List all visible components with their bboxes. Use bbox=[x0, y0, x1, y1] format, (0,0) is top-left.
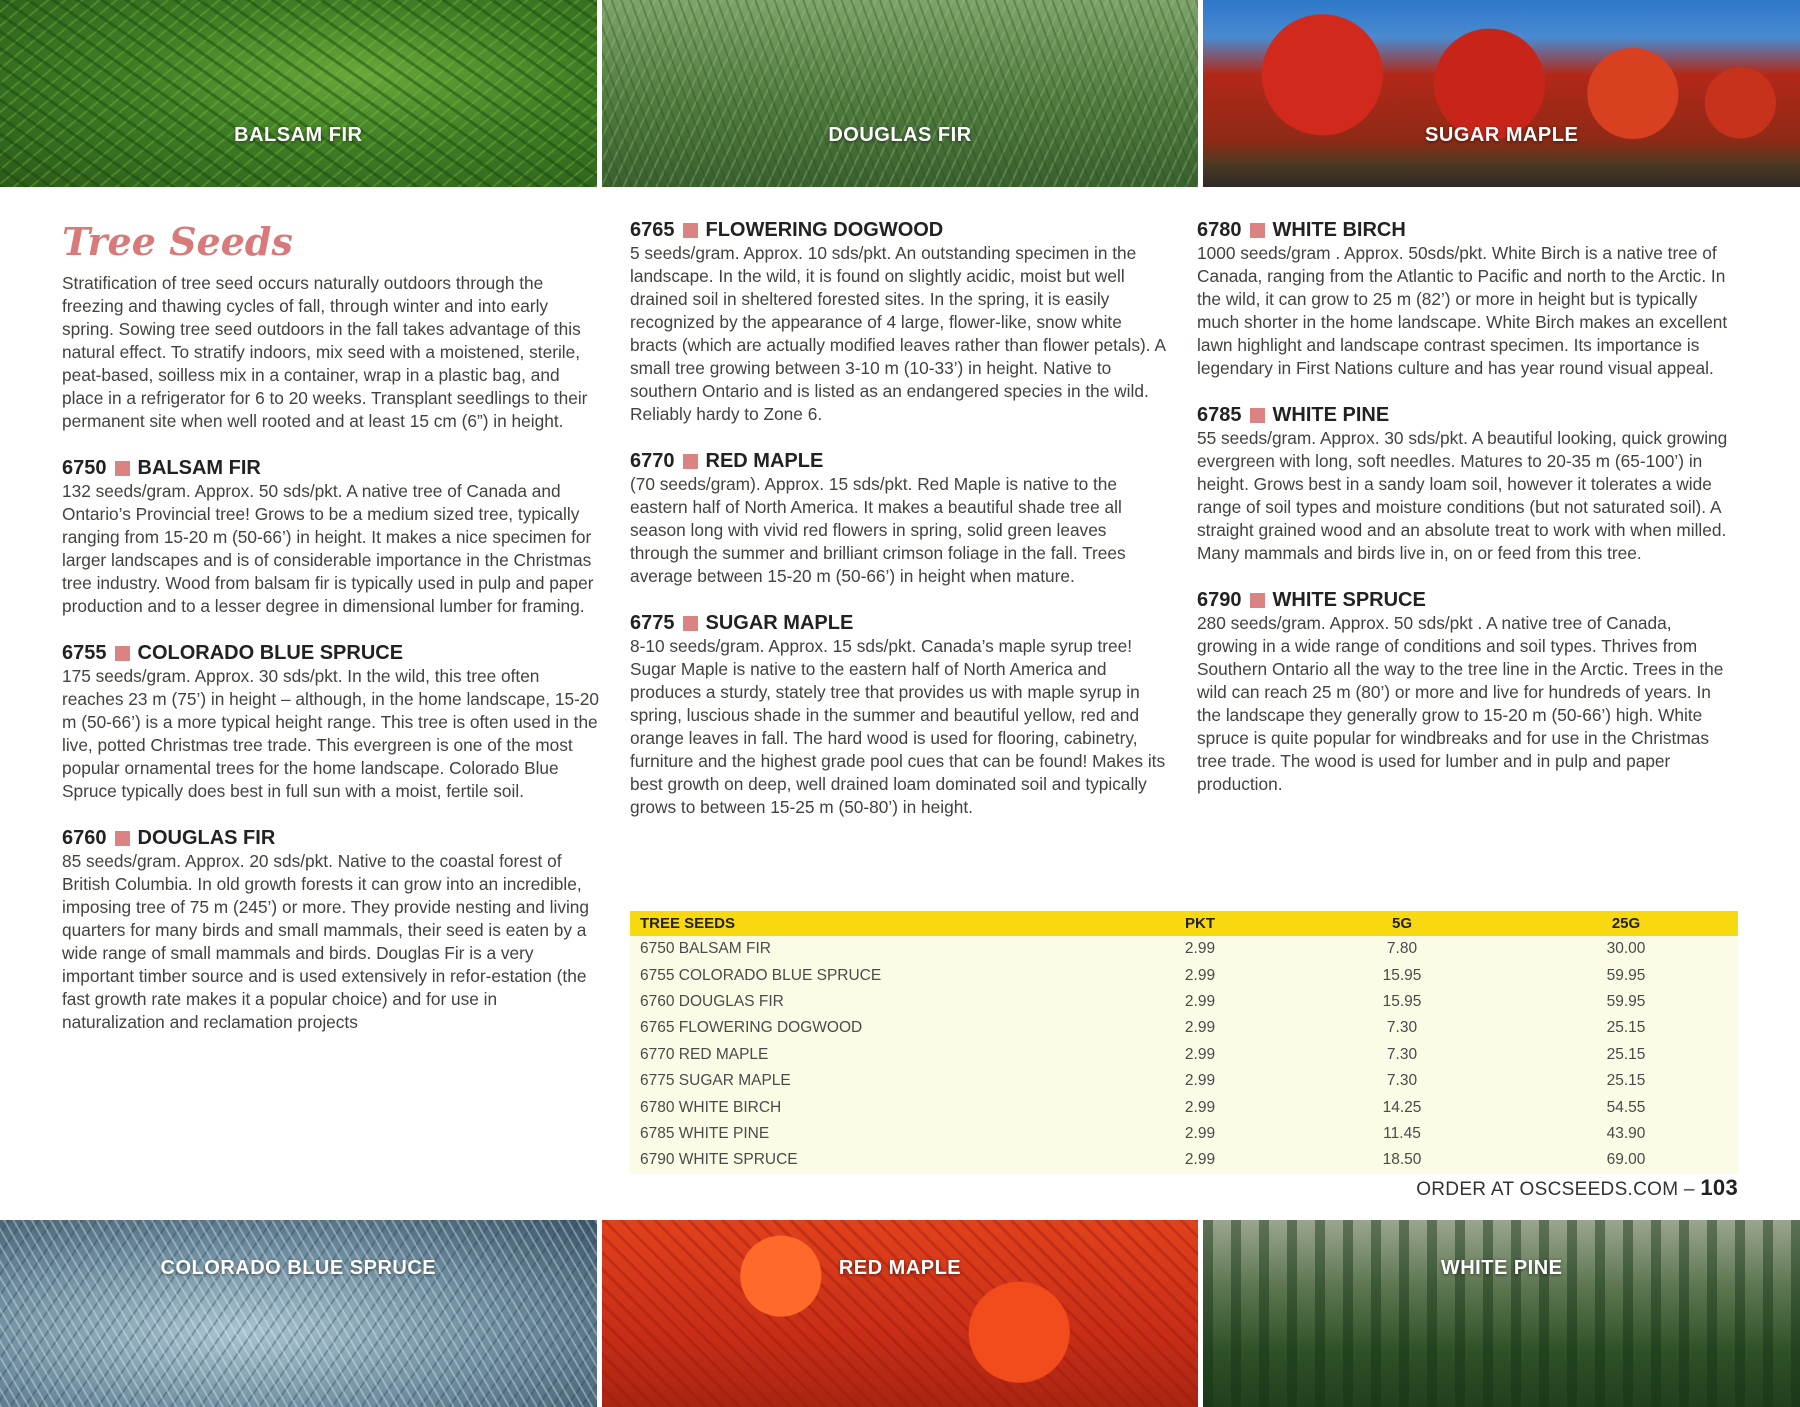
table-cell: 7.30 bbox=[1386, 1072, 1418, 1090]
table-cell: 25.15 bbox=[1606, 1045, 1646, 1063]
entry-heading bbox=[1197, 403, 1735, 427]
entry-description: 280 seeds/gram. Approx. 50 sds/pkt . A native tree of Canada, growing in a wide range of conditions and soil types. Thrives from Southern Ontario all the way to the tree line in the Arctic. Trees in the wild can reach 25 m (80’) or more and live for hundreds of years. In the landscape they generally grow to 15-20 m (50-66’) high. White spruce is quite popular for windbreaks and for use in the Christmas tree trade. The wood is used for lumber and in pulp and paper production. bbox=[1197, 613, 1724, 794]
table-row bbox=[630, 962, 1738, 988]
photo-label: DOUGLAS FIR bbox=[828, 124, 972, 146]
table-cell: 6750 BALSAM FIR bbox=[640, 940, 771, 958]
square-bullet-icon bbox=[1250, 593, 1265, 608]
entry-code: 6770 bbox=[630, 450, 675, 472]
entry-description: (70 seeds/gram). Approx. 15 sds/pkt. Red Maple is native to the eastern half of North America. It makes a beautiful shade tree all season long with vivid red flowers in spring, solid green leaves through the summer and brilliant crimson foliage in the fall. Trees average between 15-20 m (50-66’) in height when mature. bbox=[630, 474, 1126, 586]
seed-entry bbox=[630, 218, 1168, 426]
photo-label: BALSAM FIR bbox=[234, 124, 363, 146]
table-cell: 2.99 bbox=[1184, 940, 1216, 958]
square-bullet-icon bbox=[115, 831, 130, 846]
column-header: TREE SEEDS bbox=[630, 911, 1110, 936]
table-cell: 6790 WHITE SPRUCE bbox=[640, 1151, 798, 1169]
entry-code: 6755 bbox=[62, 642, 107, 664]
seed-entry bbox=[1197, 218, 1735, 380]
entry-code: 6775 bbox=[630, 612, 675, 634]
table-cell: 15.95 bbox=[1382, 992, 1422, 1010]
entry-name: WHITE SPRUCE bbox=[1272, 589, 1426, 611]
seed-entry bbox=[62, 641, 600, 803]
square-bullet-icon bbox=[115, 461, 130, 476]
photo-label: RED MAPLE bbox=[838, 1257, 962, 1279]
entry-code: 6790 bbox=[1197, 589, 1242, 611]
table-cell: 14.25 bbox=[1382, 1098, 1422, 1116]
entry-name: DOUGLAS FIR bbox=[137, 827, 276, 849]
entry-description: 8-10 seeds/gram. Approx. 15 sds/pkt. Canada’s maple syrup tree! Sugar Maple is native to the eastern half of North America and produces a sturdy, stately tree that provides us with maple syrup in spring, luscious shade in the summer and beautiful yellow, red and orange leaves in fall. The hard wood is used for flooring, cabinetry, furniture and the highest grade pool cues that can be found! Makes its best growth on deep, well drained loam dominated soil and typically grows to between 15-25 m (50-80’) in height. bbox=[630, 636, 1166, 817]
square-bullet-icon bbox=[683, 616, 698, 631]
table-cell: 2.99 bbox=[1184, 1124, 1216, 1142]
page-footer bbox=[1416, 1175, 1738, 1201]
page-title: Tree Seeds bbox=[62, 219, 293, 264]
colorado-blue-spruce-photo bbox=[0, 1220, 597, 1407]
table-row bbox=[630, 936, 1738, 962]
table-cell: 43.90 bbox=[1606, 1124, 1646, 1142]
bottom-photo-row bbox=[0, 1220, 1800, 1407]
order-link-text[interactable]: ORDER AT OSCSEEDS.COM – bbox=[1416, 1179, 1695, 1200]
column-2 bbox=[630, 218, 1168, 842]
square-bullet-icon bbox=[683, 454, 698, 469]
seed-entry bbox=[62, 456, 600, 618]
entry-code: 6785 bbox=[1197, 404, 1242, 426]
table-cell: 15.95 bbox=[1382, 966, 1422, 984]
entry-description: 85 seeds/gram. Approx. 20 sds/pkt. Native to the coastal forest of British Columbia. In old growth forests it can grow into an incredible, imposing tree of 75 m (245’) or more. They provide nesting and living quarters for many birds and small mammals, their seed is eaten by a wide range of small mammals and birds. Douglas Fir is a very important timber source and is used extensively in refor-estation (the fast growth rate makes it a popular choice) and for use in naturalization and reclamation projects bbox=[62, 851, 590, 1032]
table-cell: 2.99 bbox=[1184, 1072, 1216, 1090]
entry-heading bbox=[1197, 588, 1735, 612]
table-cell: 18.50 bbox=[1382, 1151, 1422, 1169]
entry-heading bbox=[62, 826, 600, 850]
entry-description: 1000 seeds/gram . Approx. 50sds/pkt. White Birch is a native tree of Canada, ranging from the Atlantic to Pacific and north to the Arctic. In the wild, it can grow to 25 m (82’) or more in height but is typically much shorter in the home landscape. White Birch makes an excellent lawn highlight and landscape contrast specimen. Its importance is legendary in First Nations culture and has year round visual appeal. bbox=[1197, 243, 1728, 378]
entry-code: 6750 bbox=[62, 457, 107, 479]
entry-heading bbox=[62, 456, 600, 480]
sugar-maple-photo bbox=[1203, 0, 1800, 187]
table-cell: 6775 SUGAR MAPLE bbox=[640, 1072, 791, 1090]
seed-entry bbox=[630, 449, 1168, 588]
table-cell: 7.30 bbox=[1386, 1045, 1418, 1063]
square-bullet-icon bbox=[115, 646, 130, 661]
table-cell: 7.30 bbox=[1386, 1019, 1418, 1037]
entry-name: WHITE PINE bbox=[1272, 404, 1390, 426]
price-table bbox=[630, 911, 1738, 1174]
entry-name: SUGAR MAPLE bbox=[705, 612, 854, 634]
entry-name: WHITE BIRCH bbox=[1272, 219, 1406, 241]
table-cell: 25.15 bbox=[1606, 1019, 1646, 1037]
table-cell: 6780 WHITE BIRCH bbox=[640, 1098, 782, 1116]
seed-entry bbox=[62, 826, 600, 1034]
table-cell: 7.80 bbox=[1386, 940, 1418, 958]
table-cell: 2.99 bbox=[1184, 1045, 1216, 1063]
table-cell: 54.55 bbox=[1606, 1098, 1646, 1116]
entry-code: 6765 bbox=[630, 219, 675, 241]
entry-heading bbox=[62, 641, 600, 665]
photo-label: WHITE PINE bbox=[1440, 1257, 1563, 1279]
table-cell: 2.99 bbox=[1184, 1151, 1216, 1169]
entry-code: 6760 bbox=[62, 827, 107, 849]
entry-name: RED MAPLE bbox=[705, 450, 824, 472]
top-photo-row bbox=[0, 0, 1800, 187]
photo-label: COLORADO BLUE SPRUCE bbox=[160, 1257, 437, 1279]
column-header: PKT bbox=[1110, 911, 1290, 936]
table-cell: 2.99 bbox=[1184, 966, 1216, 984]
column-header: 25G bbox=[1514, 911, 1738, 936]
table-row bbox=[630, 1121, 1738, 1147]
table-row bbox=[630, 1147, 1738, 1173]
entry-name: FLOWERING DOGWOOD bbox=[705, 219, 944, 241]
table-cell: 69.00 bbox=[1606, 1151, 1646, 1169]
entry-description: 132 seeds/gram. Approx. 50 sds/pkt. A native tree of Canada and Ontario’s Provincial tree! Grows to be a medium sized tree, typically ranging from 15-20 m (50-66’) in height. It makes a nice specimen for larger landscapes and is of considerable importance in the Christmas tree industry. Wood from balsam fir is typically used in pulp and paper production and to a lesser degree in dimensional lumber for framing. bbox=[62, 481, 594, 616]
table-cell: 2.99 bbox=[1184, 1098, 1216, 1116]
square-bullet-icon bbox=[683, 223, 698, 238]
entry-description: 175 seeds/gram. Approx. 30 sds/pkt. In the wild, this tree often reaches 23 m (75’) in height – although, in the home landscape, 15-20 m (50-66’) is a more typical height range. This tree is often used in the live, potted Christmas tree trade. This evergreen is one of the most popular ornamental trees for the home landscape. Colorado Blue Spruce typically does best in full sun with a moist, fertile soil. bbox=[62, 666, 600, 801]
table-row bbox=[630, 989, 1738, 1015]
table-row bbox=[630, 1068, 1738, 1094]
douglas-fir-photo bbox=[602, 0, 1199, 187]
table-cell: 6760 DOUGLAS FIR bbox=[640, 992, 784, 1010]
red-maple-photo bbox=[602, 1220, 1199, 1407]
balsam-fir-photo bbox=[0, 0, 597, 187]
photo-label: SUGAR MAPLE bbox=[1425, 124, 1579, 146]
table-row bbox=[630, 1094, 1738, 1120]
seed-entry bbox=[1197, 403, 1735, 565]
page-number: 103 bbox=[1700, 1175, 1738, 1200]
table-cell: 2.99 bbox=[1184, 1019, 1216, 1037]
entry-name: BALSAM FIR bbox=[137, 457, 261, 479]
table-row bbox=[630, 1015, 1738, 1041]
seed-entry bbox=[630, 611, 1168, 819]
table-cell: 30.00 bbox=[1606, 940, 1646, 958]
intro-text: Stratification of tree seed occurs naturally outdoors through the freezing and thawing cycles of fall, through winter and into early spring. Sowing tree seed outdoors in the fall takes advantage of this natural effect. To stratify indoors, mix seed with a moistened, sterile, peat-based, soilless mix in a container, wrap in a plastic bag, and place in a refrigerator for 6 to 20 weeks. Transplant seedlings to their permanent site when well rooted and at least 15 cm (6”) in height. bbox=[62, 273, 588, 431]
white-pine-photo bbox=[1203, 1220, 1800, 1407]
entry-heading bbox=[630, 218, 1168, 242]
entry-name: COLORADO BLUE SPRUCE bbox=[137, 642, 404, 664]
table-cell: 6770 RED MAPLE bbox=[640, 1045, 769, 1063]
column-3 bbox=[1197, 218, 1735, 819]
square-bullet-icon bbox=[1250, 223, 1265, 238]
square-bullet-icon bbox=[1250, 408, 1265, 423]
table-cell: 2.99 bbox=[1184, 992, 1216, 1010]
entry-heading bbox=[630, 611, 1168, 635]
table-cell: 6765 FLOWERING DOGWOOD bbox=[640, 1019, 863, 1037]
table-cell: 59.95 bbox=[1606, 992, 1646, 1010]
table-cell: 6755 COLORADO BLUE SPRUCE bbox=[640, 966, 882, 984]
entry-heading bbox=[630, 449, 1168, 473]
column-header: 5G bbox=[1290, 911, 1514, 936]
entry-description: 55 seeds/gram. Approx. 30 sds/pkt. A beautiful looking, quick growing evergreen with long, soft needles. Matures to 20-35 m (65-100’) in height. Grows best in a sandy loam soil, however it tolerates a wide range of soil types and moisture conditions (but not saturated soil). A straight grained wood and an absolute treat to work with when milled. Many mammals and birds live in, on or feed from this tree. bbox=[1197, 428, 1728, 563]
table-cell: 59.95 bbox=[1606, 966, 1646, 984]
column-1 bbox=[62, 218, 600, 1057]
table-row bbox=[630, 1042, 1738, 1068]
entry-description: 5 seeds/gram. Approx. 10 sds/pkt. An outstanding specimen in the landscape. In the wild, it is found on slightly acidic, moist but well drained soil in sheltered forested sites. In the spring, it is easily recognized by the appearance of 4 large, flower-like, snow white bracts (which are actually modified leaves rather than flower petals). A small tree growing between 3-10 m (10-33’) in height. Native to southern Ontario and is listed as an endangered species in the wild. Reliably hardy to Zone 6. bbox=[630, 243, 1166, 424]
seed-entry bbox=[1197, 588, 1735, 796]
table-cell: 25.15 bbox=[1606, 1072, 1646, 1090]
table-cell: 6785 WHITE PINE bbox=[640, 1124, 770, 1142]
entry-heading bbox=[1197, 218, 1735, 242]
entry-code: 6780 bbox=[1197, 219, 1242, 241]
table-header-row bbox=[630, 911, 1738, 936]
table-cell: 11.45 bbox=[1383, 1124, 1421, 1142]
